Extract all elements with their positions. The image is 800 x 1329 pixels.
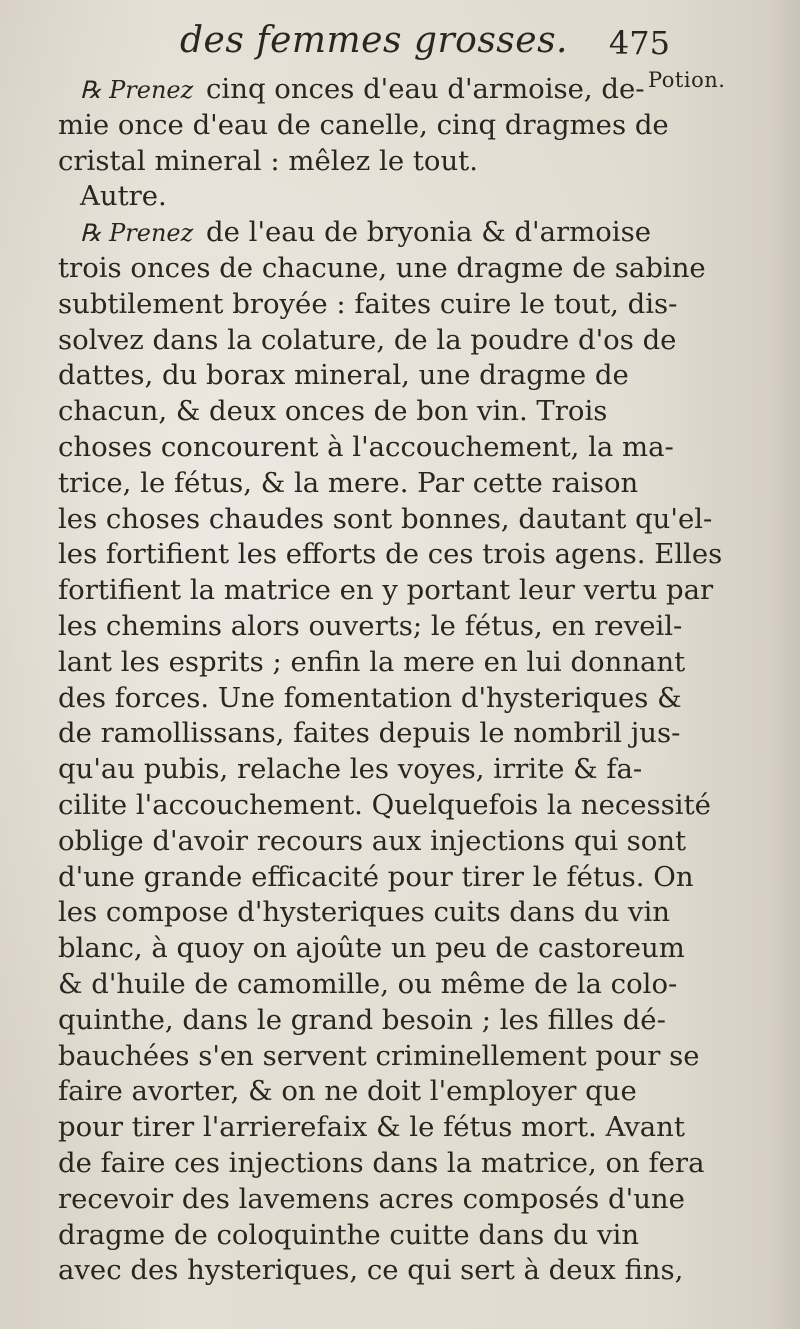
text-line xyxy=(58,609,683,645)
line-text: recevoir des lavemens acres composés d'une xyxy=(58,1182,685,1215)
text-line xyxy=(58,967,678,1003)
text-line xyxy=(58,215,658,251)
line-text: pour tirer l'arrierefaix & le fétus mort. Avant xyxy=(58,1111,685,1144)
line-text: les fortifient les efforts de ces trois agens. Elles xyxy=(58,538,723,571)
text-line xyxy=(58,502,713,538)
line-text: quinthe, dans le grand besoin ; les filles dé- xyxy=(58,1003,666,1036)
text-line xyxy=(58,681,682,717)
text-line xyxy=(58,1146,705,1182)
text-line xyxy=(58,1110,685,1146)
line-text: Autre. xyxy=(80,180,167,213)
line-text: cilite l'accouchement. Quelquefois la necessité xyxy=(58,788,711,821)
running-title: des femmes grosses. xyxy=(180,20,568,61)
line-text: cinq onces d'eau d'armoise, de- xyxy=(206,73,645,105)
line-text: de l'eau de bryonia & d'armoise xyxy=(206,216,651,249)
text-line xyxy=(58,788,711,824)
text-line xyxy=(58,895,670,931)
line-text: dattes, du borax mineral, une dragme de xyxy=(58,359,629,392)
text-line xyxy=(58,108,669,144)
line-text: subtilement broyée : faites cuire le tout, dis- xyxy=(58,287,678,320)
text-line xyxy=(58,358,658,394)
text-line xyxy=(58,752,658,788)
line-text: d'une grande efficacité pour tirer le fétus. On xyxy=(58,860,694,893)
text-line xyxy=(58,466,658,502)
text-line xyxy=(58,537,723,573)
text-line xyxy=(58,1074,658,1110)
line-text: chacun, & deux onces de bon vin. Trois xyxy=(58,395,608,428)
line-text: choses concourent à l'accouchement, la ma- xyxy=(58,430,674,463)
recipe-mark: ℞ Prenez xyxy=(80,76,194,104)
line-text: solvez dans la colature, de la poudre d'os de xyxy=(58,323,677,356)
text-line xyxy=(58,860,694,896)
recipe-mark: ℞ Prenez xyxy=(80,219,194,248)
line-text: oblige d'avoir recours aux injections qui sont xyxy=(58,824,687,857)
text-line xyxy=(58,716,681,752)
line-text: blanc, à quoy on ajoûte un peu de castoreum xyxy=(58,932,685,965)
line-text: lant les esprits ; enfin la mere en lui donnant xyxy=(58,645,686,678)
text-line xyxy=(58,394,658,430)
line-text: mie once d'eau de canelle, cinq dragmes de xyxy=(58,108,669,141)
text-line xyxy=(58,251,706,287)
line-text: dragme de coloquinthe cuitte dans du vin xyxy=(58,1218,640,1251)
margin-note: Potion. xyxy=(648,68,726,92)
line-text: & d'huile de camomille, ou même de la colo- xyxy=(58,967,678,1000)
text-line xyxy=(58,1039,700,1075)
page-number: 475 xyxy=(608,24,670,62)
line-text: cristal mineral : mêlez le tout. xyxy=(58,144,478,177)
line-text: de ramollissans, faites depuis le nombril jus- xyxy=(58,717,681,750)
text-line xyxy=(58,1218,658,1254)
line-text: faire avorter, & on ne doit l'employer que xyxy=(58,1075,637,1108)
text-line xyxy=(58,287,678,323)
line-text: trois onces de chacune, une dragme de sabine xyxy=(58,251,706,284)
text-line xyxy=(58,1182,685,1218)
line-text: avec des hysteriques, ce qui sert à deux fins, xyxy=(58,1254,684,1287)
line-text: les chemins alors ouverts; le fétus, en reveil- xyxy=(58,609,683,642)
line-text: qu'au pubis, relache les voyes, irrite & fa- xyxy=(58,753,643,786)
page-header xyxy=(150,18,670,68)
page-edge-shadow xyxy=(770,0,800,1329)
text-line xyxy=(58,1253,684,1289)
line-text: fortifient la matrice en y portant leur vertu par xyxy=(58,574,714,607)
line-text: des forces. Une fomentation d'hysteriques & xyxy=(58,681,682,714)
text-line xyxy=(58,931,685,967)
line-text: les compose d'hysteriques cuits dans du vin xyxy=(58,896,670,929)
text-line xyxy=(58,144,658,180)
text-line xyxy=(58,323,677,359)
text-line xyxy=(58,1003,666,1039)
text-line xyxy=(58,179,658,215)
line-text: de faire ces injections dans la matrice, on fera xyxy=(58,1146,705,1179)
text-line xyxy=(58,645,686,681)
text-line xyxy=(58,72,658,108)
text-line xyxy=(58,824,687,860)
text-line xyxy=(58,573,714,609)
line-text: trice, le fétus, & la mere. Par cette raison xyxy=(58,466,639,499)
text-line xyxy=(58,430,674,466)
line-text: les choses chaudes sont bonnes, dautant qu'el- xyxy=(58,502,713,535)
line-text: bauchées s'en servent criminellement pour se xyxy=(58,1039,700,1072)
